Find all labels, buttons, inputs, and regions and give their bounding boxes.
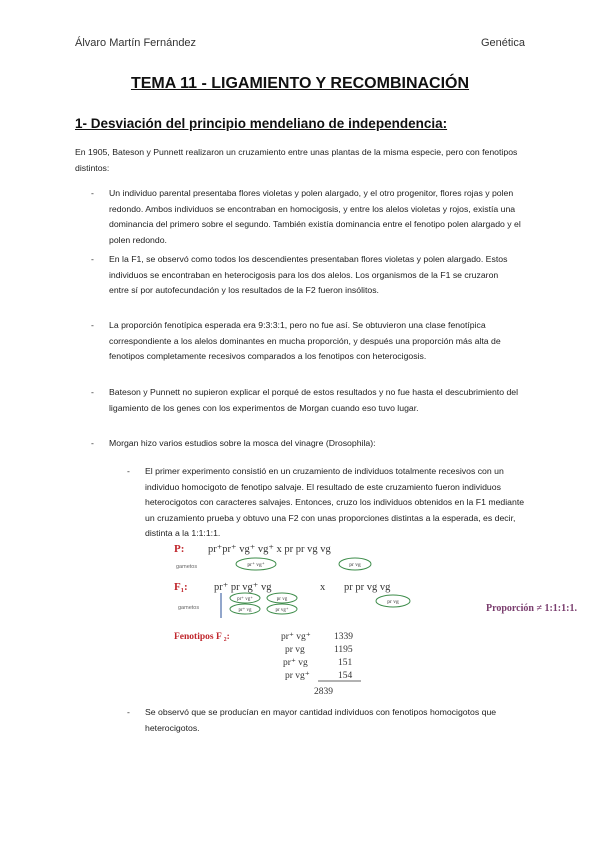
f1-label: F₁: [174,581,188,593]
f2-count: 1339 [334,632,353,642]
f1-gamete: pr vg⁺ [275,608,289,613]
intro-paragraph: En 1905, Bateson y Punnett realizaron un cruzamiento entre unas plantas de la misma especie, pero con fenotipos distintos: [75,147,518,173]
f1-test: pr pr vg vg [344,582,391,593]
bullet-item: Bateson y Punnett no supieron explicar el porqué de estos resultados y no fue hasta el descubrimiento del ligamiento de los genes con los experimentos de Morgan cuando eso tuvo lugar. [109,387,519,413]
header-subject: Genética [480,37,525,49]
page-title: TEMA 11 - LIGAMIENTO Y RECOMBINACIÓN [130,75,470,92]
f2-total: 2839 [314,687,333,697]
sub-bullet-marker: - [127,707,130,717]
bullet-marker: - [91,320,94,330]
bullet-item: En la F1, se observó como todos los descendientes presentaban flores violetas y polen alargado. Estos individuos se encontraban en heterocigosis para los dos alelos. Los organismos de la F1 se cruzaron entre sí por autofecundación y los resultados de la F2 fueron insólitos. [109,254,508,295]
p-label: P: [174,543,185,555]
header-author: Álvaro Martín Fernández [75,37,197,49]
bullet-item: La proporción fenotípica esperada era 9:3:3:1, pero no fue así. Se obtuvieron una clase fenotípica correspondiente a los alelos dominantes en mucha proporción, y después una proporción más alta de fenotipos completamente recesivos comparados a los fenotipos con heterocigosis. [109,320,501,361]
f2-phenotype: pr vg [285,645,305,655]
f1-gamete: pr⁺ vg⁺ [237,597,253,602]
bullet-marker: - [91,254,94,264]
section-heading: 1- Desviación del principio mendeliano de independencia: [75,116,448,131]
f1-gamete: pr vg [276,597,288,602]
sub-bullet-item: Se observó que se producían en mayor cantidad individuos con fenotipos homocigotos que heterocigotos. [145,707,497,733]
bullet-marker: - [91,387,94,397]
sub-bullet-marker: - [127,466,130,476]
bullet-marker: - [91,188,94,198]
f1-gamete: pr⁺ vg [238,608,252,613]
f2-phenotype: pr vg⁺ [285,671,310,681]
p-gamete-2: pr vg [349,562,361,568]
f1-gametes-label: gametos [178,605,200,611]
proportion-note: Proporción ≠ 1:1:1:1. [486,603,577,614]
f1-genotype: pr⁺ pr vg⁺ vg [214,582,272,593]
bullet-item: Un individuo parental presentaba flores violetas y polen alargado, y el otro progenitor, flores rojas y polen redondo. Ambos individuos se encontraban en homocigosis, y entre los alelos violetas y rojos, existía una dominancia del primero sobre el segundo. También existía dominancia entre el fenotipo polen alargado y el polen redondo. [109,188,521,245]
f1-test-gamete: pr vg [387,599,399,605]
cross-diagram [168,538,578,698]
f2-phenotype: pr⁺ vg [283,658,308,668]
f2-phenotype: pr⁺ vg⁺ [281,632,311,642]
p-cross: pr⁺pr⁺ vg⁺ vg⁺ x pr pr vg vg [208,544,331,555]
f2-count: 154 [338,671,353,681]
f1-x: x [320,582,326,593]
bullet-marker: - [91,438,94,448]
f2-count: 1195 [334,645,353,655]
p-gametes-label: gametos [176,564,198,570]
f2-label: Fenotipos F ₂: [174,632,230,642]
f2-count: 151 [338,658,353,668]
p-gamete-1: pr⁺ vg⁺ [247,562,265,568]
sub-bullet-item: El primer experimento consistió en un cruzamiento de individuos totalmente recesivos con un individuo homocigoto de fenotipo salvaje. El resultado de este cruzamiento fueron individuos heterocigotos con caracteres salvajes. Entonces, cruzo los individuos obtenidos en la F1 mediante un cruzamiento prueba y obtuvo una F2 con unas proporciones distintas a la esperada, es decir, distinta a la 1:1:1:1. [145,466,525,538]
bullet-item: Morgan hizo varios estudios sobre la mosca del vinagre (Drosophila): [109,438,376,448]
